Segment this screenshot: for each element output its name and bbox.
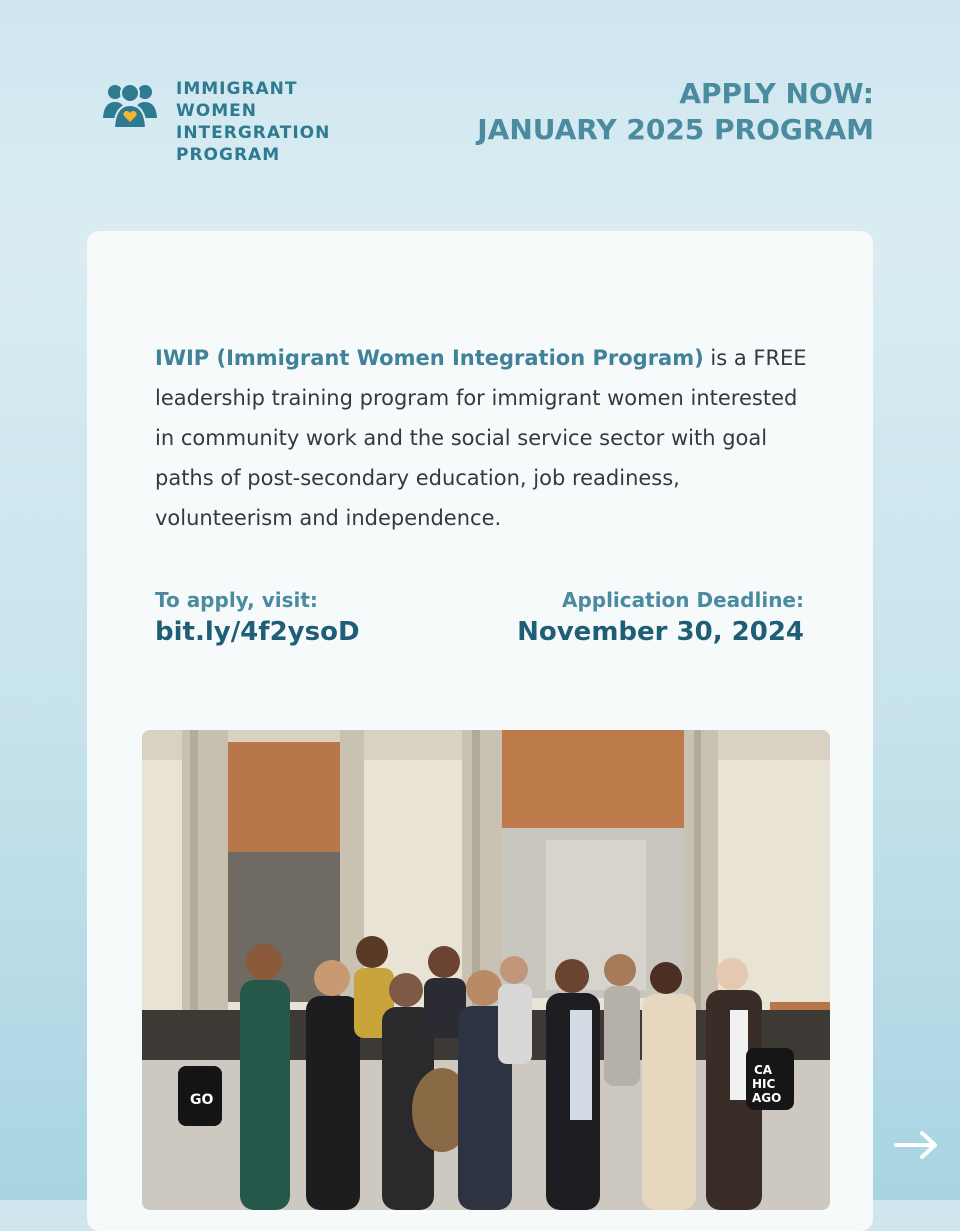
deadline-info [517,586,804,650]
apply-heading-line-1: APPLY NOW: [679,77,874,110]
apply-link[interactable]: bit.ly/4f2ysoD [155,617,360,647]
people-group-icon [102,80,158,128]
group-photo-illustration [142,730,830,1210]
apply-label: To apply, visit: [155,588,318,612]
program-name: IWIP (Immigrant Women Integration Program) [155,346,704,370]
program-description-body: is a FREE leadership training program for immigrant women interested in community work and the social service sector with goal paths of post-secondary education, job readiness, volunteerism and independence. [155,346,807,530]
brand-line-2: WOMEN [176,101,257,121]
bag-print-right-3: AGO [752,1091,782,1105]
brand-logo [102,78,362,168]
deadline-label: Application Deadline: [561,588,804,612]
brand-line-4: PROGRAM [176,145,281,165]
program-description [155,338,815,538]
brand-line-3: INTERGRATION [176,123,331,143]
brand-line-1: IMMIGRANT [176,79,298,99]
group-photo [142,730,830,1210]
info-card [87,231,873,1231]
bag-print-right-2: HIC [752,1077,776,1091]
arrow-right-icon[interactable] [892,1128,942,1162]
brand-name [176,78,330,166]
bag-print-right-1: CA [754,1063,773,1077]
apply-info [155,586,360,650]
bag-print-left: GO [190,1092,214,1108]
deadline-date: November 30, 2024 [517,617,804,647]
apply-now-heading [477,76,874,148]
apply-heading-line-2: JANUARY 2025 PROGRAM [477,113,874,146]
